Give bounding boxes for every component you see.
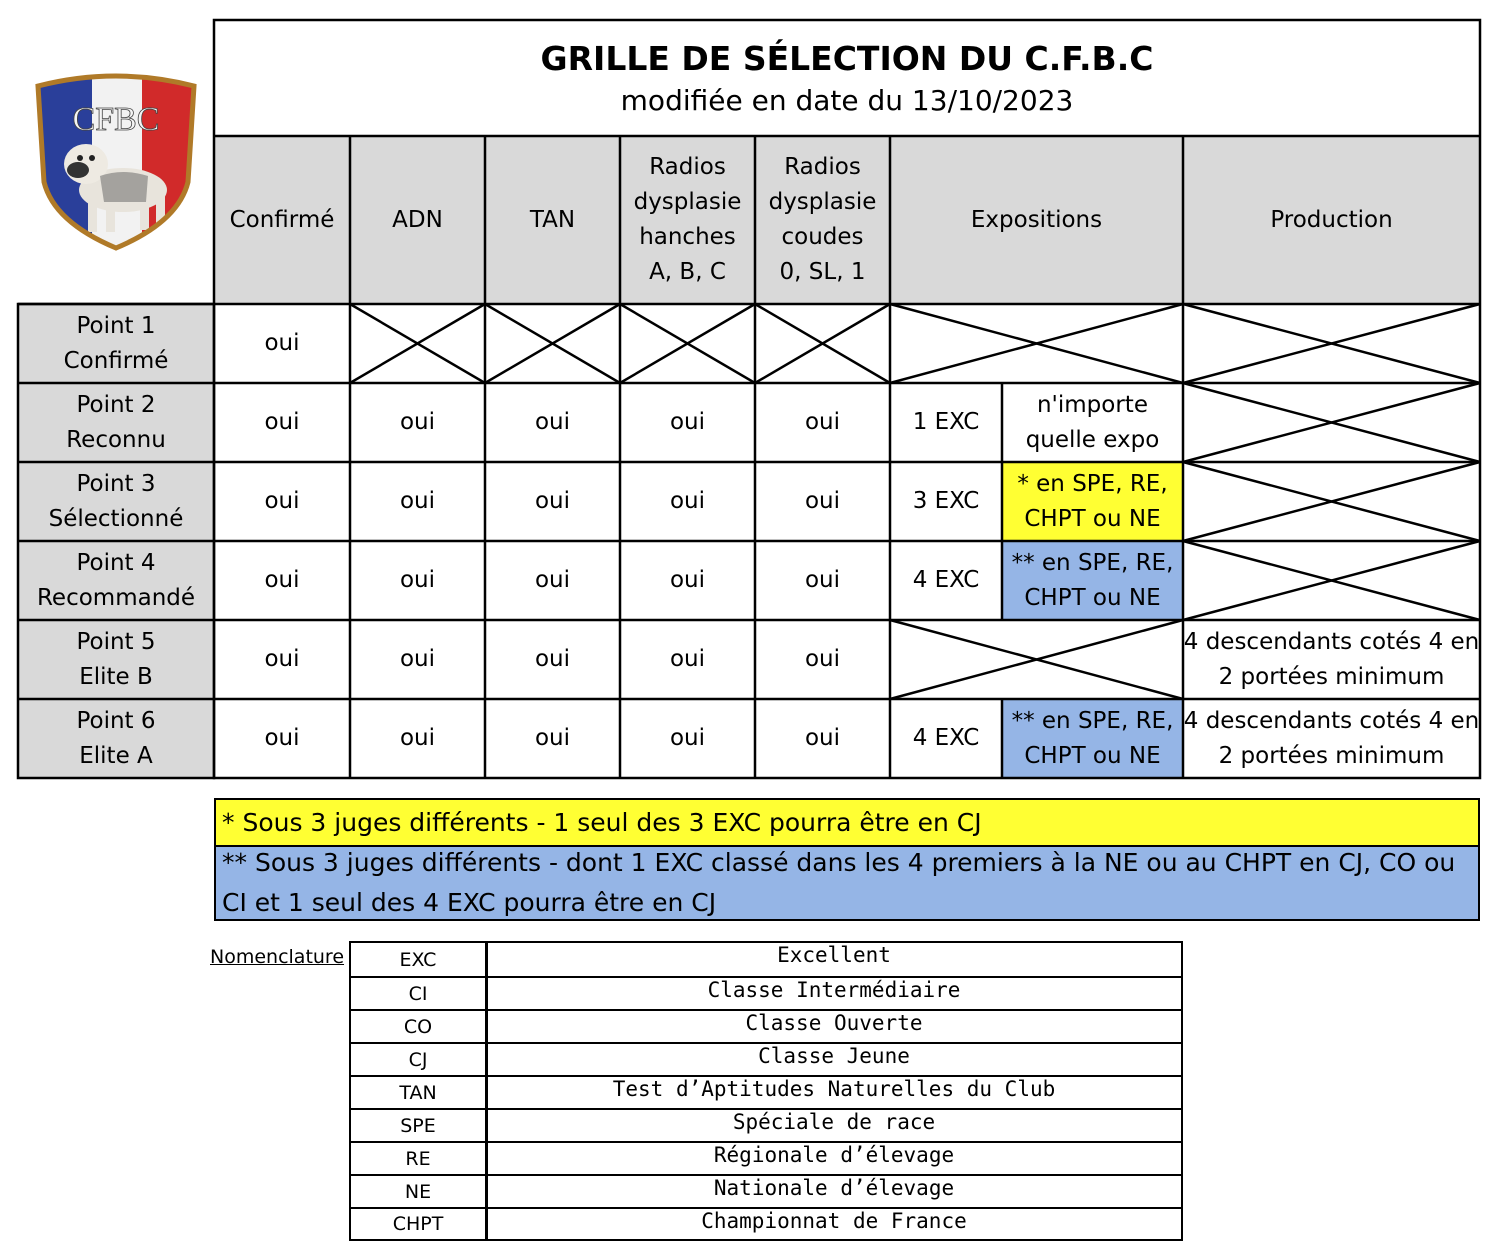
nomenclature-def: Classe Ouverte <box>487 1009 1181 1042</box>
cell-point-1-confirme: oui <box>264 330 300 356</box>
title-block <box>214 20 1480 136</box>
cell-point-3-hanches: oui <box>669 488 706 514</box>
row-label-point-6: Point 6 Elite A <box>18 699 214 778</box>
nomenclature-abbr: TAN <box>351 1075 485 1108</box>
nomenclature-table <box>349 941 1183 1241</box>
cell-point-5-production: 4 descendants cotés 4 en 2 portées minimum <box>1183 628 1480 690</box>
cell-point-5-tan: oui <box>534 646 571 672</box>
nomenclature-abbr: EXC <box>399 948 437 971</box>
cell-point-4-coudes: oui <box>804 567 841 593</box>
col-header-hanches: Radios dysplasie hanches A, B, C <box>620 136 755 304</box>
note-double-asterisk: ** Sous 3 juges différents - dont 1 EXC classé dans les 4 premiers à la NE ou au CHPT en CJ, CO ou CI et 1 seul des 4 EXC pourra être en CJ <box>214 845 1480 921</box>
cell-point-6-expo-count: 4 EXC <box>912 725 980 751</box>
nomenclature-def: Nationale d’élevage <box>487 1174 1181 1207</box>
shield-logo-icon <box>28 72 204 254</box>
nomenclature-def: Régionale d’élevage <box>487 1141 1181 1174</box>
cell-point-6-expo-where: ** en SPE, RE, CHPT ou NE <box>1002 699 1183 778</box>
nomenclature-abbr: CJ <box>351 1042 485 1075</box>
nomenclature-def: Spéciale de race <box>487 1108 1181 1141</box>
row-label-point-2: Point 2 Reconnu <box>18 383 214 462</box>
cell-point-4-confirme: oui <box>264 567 300 593</box>
row-label-point-3: Point 3 Sélectionné <box>18 462 214 541</box>
cell-point-2-coudes: oui <box>804 409 841 435</box>
cell-point-5-hanches: oui <box>669 646 706 672</box>
cell-point-5-adn: oui <box>399 646 436 672</box>
cell-point-5-coudes: oui <box>804 646 841 672</box>
logo-text: CFBC <box>72 101 160 138</box>
cell-point-2-adn: oui <box>399 409 436 435</box>
cell-point-6-production: 4 descendants cotés 4 en 2 portées minimum <box>1183 707 1480 769</box>
cell-point-6-adn: oui <box>399 725 436 751</box>
cell-point-3-adn: oui <box>399 488 436 514</box>
row-label-point-5: Point 5 Elite B <box>18 620 214 699</box>
cell-point-6-confirme: oui <box>264 725 300 751</box>
nomenclature-abbr: SPE <box>351 1108 485 1141</box>
cell-point-4-hanches: oui <box>669 567 706 593</box>
cell-point-2-tan: oui <box>534 409 571 435</box>
cell-point-6-tan: oui <box>534 725 571 751</box>
cell-point-2-expo-where: n'importe quelle expo <box>1025 391 1160 453</box>
cell-point-2-expo-count: 1 EXC <box>912 409 980 435</box>
row-label-point-1: Point 1 Confirmé <box>18 304 214 383</box>
cell-point-3-expo-where: * en SPE, RE, CHPT ou NE <box>1002 462 1183 541</box>
nomenclature-def: Classe Intermédiaire <box>487 976 1181 1009</box>
nomenclature-def: Test d’Aptitudes Naturelles du Club <box>487 1075 1181 1108</box>
cell-point-6-coudes: oui <box>804 725 841 751</box>
cell-point-5-confirme: oui <box>264 646 300 672</box>
col-header-adn: ADN <box>350 136 485 304</box>
page-subtitle: modifiée en date du 13/10/2023 <box>620 84 1074 117</box>
cell-point-3-tan: oui <box>534 488 571 514</box>
nomenclature-label: Nomenclature <box>210 946 345 968</box>
nomenclature-def: Classe Jeune <box>487 1042 1181 1075</box>
cell-point-3-expo-count: 3 EXC <box>912 488 980 514</box>
nomenclature-def: Excellent <box>777 943 891 967</box>
nomenclature-abbr: CHPT <box>351 1207 485 1239</box>
note-single-asterisk: * Sous 3 juges différents - 1 seul des 3 EXC pourra être en CJ <box>214 798 1480 845</box>
cell-point-2-confirme: oui <box>264 409 300 435</box>
nomenclature-abbr: RE <box>351 1141 485 1174</box>
cell-point-6-hanches: oui <box>669 725 706 751</box>
nomenclature-abbr: CI <box>351 976 485 1009</box>
col-header-tan: TAN <box>485 136 620 304</box>
page-title: GRILLE DE SÉLECTION DU C.F.B.C <box>540 39 1154 78</box>
cell-point-4-tan: oui <box>534 567 571 593</box>
row-label-point-4: Point 4 Recommandé <box>18 541 214 620</box>
cfbc-logo <box>28 72 204 254</box>
cell-point-4-adn: oui <box>399 567 436 593</box>
col-header-production: Production <box>1183 136 1480 304</box>
cell-point-4-expo-where: ** en SPE, RE, CHPT ou NE <box>1002 541 1183 620</box>
cell-point-3-coudes: oui <box>804 488 841 514</box>
nomenclature-abbr: NE <box>351 1174 485 1207</box>
cell-point-4-expo-count: 4 EXC <box>912 567 980 593</box>
col-header-confirme: Confirmé <box>214 136 350 304</box>
cell-point-2-hanches: oui <box>669 409 706 435</box>
nomenclature-abbr: CO <box>351 1009 485 1042</box>
col-header-coudes: Radios dysplasie coudes 0, SL, 1 <box>755 136 890 304</box>
cell-point-3-confirme: oui <box>264 488 300 514</box>
nomenclature-def: Championnat de France <box>487 1207 1181 1239</box>
col-header-expositions: Expositions <box>890 136 1183 304</box>
